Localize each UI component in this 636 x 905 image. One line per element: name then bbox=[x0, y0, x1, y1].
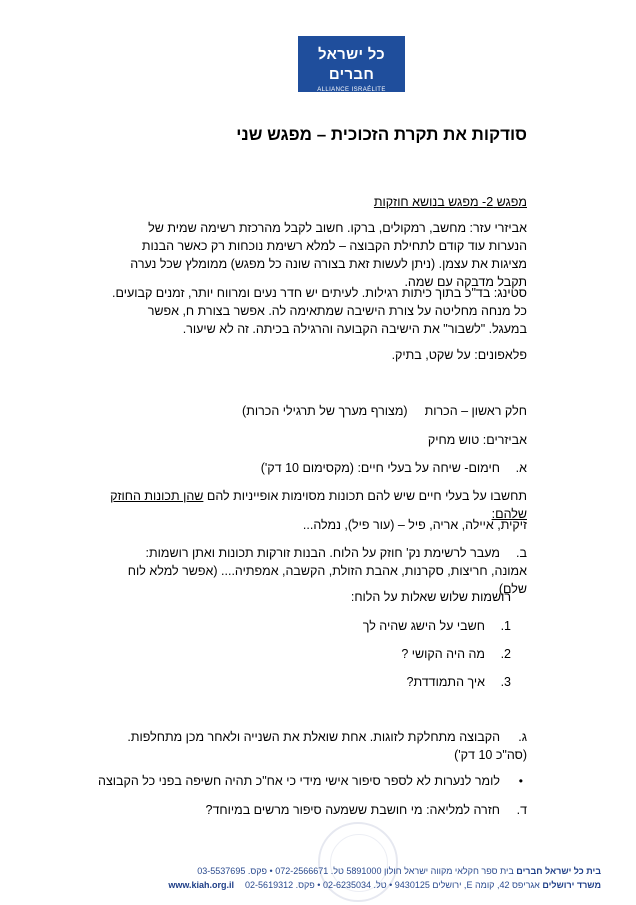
setting-paragraph: סטינג: בד"כ בתוך כיתות רגילות. לעיתים יש חדר נעים ומרווח יותר, זמנים קבועים. כל מנחה מחליטה על צורת הישיבה שמתאימה לה. אפשר בצורת ח, אפשר במעגל. "לשבור" את הישיבה הקבועה והרגילה בכיתה. זה לא שיעור. bbox=[112, 286, 527, 336]
step-b-text: מעבר לרשימת נק' חוזק על הלוח. הבנות זורקות תכונות ואתן רושמות: אמונה, חריצות, סקרנות, אהבת הזולת, הקשבה, אמפתיה.... (אפשר למלא לוח שלם) bbox=[127, 546, 527, 596]
step-b-number: ב. bbox=[516, 546, 527, 560]
page-title: סודקות את תקרת הזכוכית – מפגש שני bbox=[236, 125, 527, 144]
step-d bbox=[109, 801, 527, 819]
question-2-number: 2. bbox=[500, 647, 511, 661]
step-a-text: חימום- שיחה על בעלי חיים: (מקסימום 10 דק') bbox=[260, 461, 500, 475]
question-2-text: מה היה הקושי ? bbox=[401, 647, 485, 661]
props-line: אביזרים: טוש מחיק bbox=[427, 433, 527, 447]
board-intro: רושמות שלוש שאלות על הלוח: bbox=[350, 590, 511, 604]
meeting-heading: מפגש 2- מפגש בנושא חוזקות bbox=[373, 195, 527, 209]
question-1 bbox=[109, 617, 527, 635]
step-b bbox=[109, 544, 527, 596]
footer-address-2: אגריפס 42, קומה E, ירושלים 9430125 • טל. 02-6235034 • פקס. 02-5619312 bbox=[245, 880, 543, 890]
step-c bbox=[109, 728, 527, 764]
footer-website-link[interactable]: www.kiah.org.il bbox=[168, 880, 235, 890]
organization-logo bbox=[298, 36, 405, 103]
question-2 bbox=[109, 645, 527, 663]
phones-line: פלאפונים: על שקט, בתיק. bbox=[391, 348, 527, 362]
question-1-text: חשבי על הישג שהיה לך bbox=[362, 619, 485, 633]
bullet-text: לומר לנערות לא לספר סיפור אישי מידי כי אח"כ תהיה חשיפה בפני כל הקבוצה bbox=[98, 774, 500, 788]
bullet-item bbox=[98, 772, 527, 790]
footer-office-name: משרד ירושלים bbox=[542, 880, 601, 890]
step-d-number: ד. bbox=[516, 803, 527, 817]
step-c-number: ג. bbox=[518, 730, 527, 744]
footer-address-1: בית ספר חקלאי מקווה ישראל חולון 5891000 טל. 072-2566671 • פקס. 03-5537695 bbox=[197, 866, 517, 876]
animals-intro-underlined: שהן תכונות החוזק שלהם: bbox=[110, 489, 527, 521]
props-paragraph: אביזרי עזר: מחשב, רמקולים, ברקו. חשוב לקבל מהרכזת רשימה שמית של הנערות עוד קודם לתחילת הקבוצה – למלא רשימת נוכחות רק כאשר הבנות מציגות את עצמן. (ניתן לעשות זאת בצורה שונה כל מפגש) ממומלץ שכל נערה תקבל מדבקה עם שמה. bbox=[130, 221, 527, 289]
question-3-text: איך התמודדת? bbox=[406, 675, 485, 689]
animals-examples: זיקית, איילה, אריה, פיל – (עור פיל), נמלה... bbox=[302, 518, 527, 532]
footer-org-name: בית כל ישראל חברים bbox=[516, 866, 601, 876]
step-d-text: חזרה למליאה: מי חושבת ששמעה סיפור מרשים במיוחד? bbox=[205, 803, 500, 817]
step-a bbox=[109, 459, 527, 477]
logo-main-text: כל ישראל חברים bbox=[318, 46, 385, 83]
question-3-number: 3. bbox=[500, 675, 511, 689]
part-one-heading bbox=[109, 402, 527, 420]
animals-intro-text: תחשבו על בעלי חיים שיש להם תכונות מסוימות אופייניות להם bbox=[203, 489, 527, 503]
bullet-mark: • bbox=[518, 774, 523, 788]
part-one-note: (מצורף מערך של תרגילי הכרות) bbox=[242, 404, 408, 418]
step-a-number: א. bbox=[515, 461, 527, 475]
part-one-label: חלק ראשון – הכרות bbox=[424, 404, 527, 418]
footer-address-line-2 bbox=[101, 879, 601, 892]
footer-address-line-1 bbox=[101, 865, 601, 878]
question-3 bbox=[109, 673, 527, 691]
logo-sub-text: ALLIANCE ISRAÉLITE UNIVERSELLE bbox=[317, 87, 386, 103]
step-c-text: הקבוצה מתחלקת לזוגות. אחת שואלת את השנייה ולאחר מכן מתחלפות. (סה"כ 10 דק') bbox=[127, 730, 527, 762]
question-1-number: 1. bbox=[500, 619, 511, 633]
